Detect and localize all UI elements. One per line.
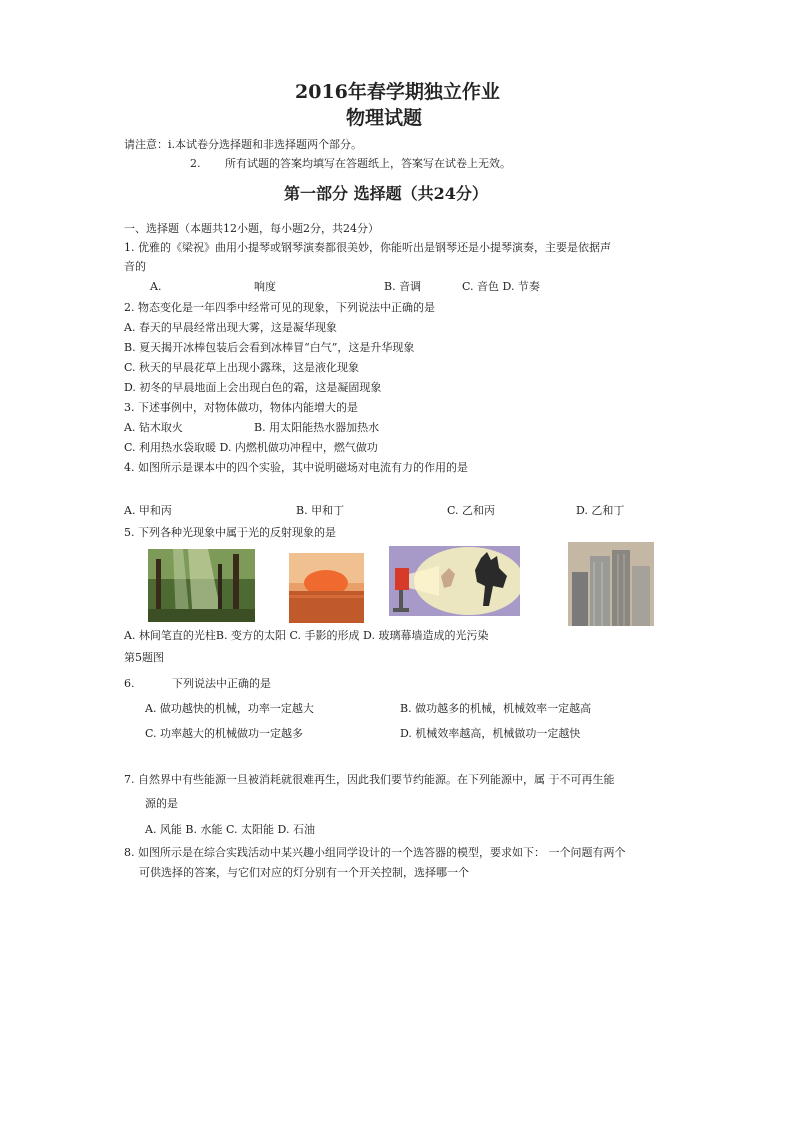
q7-stem-line-1: 7. 自然界中有些能源一旦被消耗就很难再生，因此我们要节约能源。在下列能源中，属 于不可再生能 bbox=[124, 773, 615, 786]
q4-option-c: C. 乙和丙 bbox=[447, 504, 496, 517]
q2-option-b: B. 夏天揭开冰棒包装后会看到冰棒冒“白气”，这是升华现象 bbox=[124, 341, 415, 354]
q1-option-b: B. 音调 bbox=[384, 280, 422, 293]
q1-option-a: 响度 bbox=[254, 280, 276, 293]
q4-stem: 4. 如图所示是课本中的四个实验，其中说明磁场对电流有力的作用的是 bbox=[124, 461, 468, 474]
exam-subtitle: 物理试题 bbox=[346, 107, 423, 129]
q6-option-d: D. 机械效率越高，机械做功一定越快 bbox=[400, 727, 581, 740]
q3-option-b: B. 用太阳能热水器加热水 bbox=[254, 421, 380, 434]
notice-line-2-number: 2. bbox=[190, 157, 201, 170]
q8-stem-line-2: 可供选择的答案，与它们对应的灯分别有一个开关控制，选择哪一个 bbox=[139, 866, 469, 879]
q1-stem-line-1: 1. 优雅的《梁祝》曲用小提琴或钢琴演奏都很美妙，你能听出是钢琴还是小提琴演奏，主要是依据声 bbox=[124, 241, 611, 254]
q6-stem: 下列说法中正确的是 bbox=[172, 677, 271, 690]
q6-option-a: A. 做功越快的机械，功率一定越大 bbox=[145, 702, 314, 715]
notice-line-2: 所有试题的答案均填写在答题纸上，答案写在试卷上无效。 bbox=[225, 157, 511, 170]
q4-option-a: A. 甲和丙 bbox=[124, 504, 172, 517]
sunset-image bbox=[289, 553, 364, 623]
q5-options: A. 林间笔直的光柱B. 变方的太阳 C. 手影的形成 D. 玻璃幕墙造成的光污染 bbox=[124, 629, 489, 642]
q2-option-a: A. 春天的早晨经常出现大雾，这是凝华现象 bbox=[124, 321, 337, 334]
exam-title: 2016年春学期独立作业 bbox=[295, 81, 500, 103]
q6-option-b: B. 做功越多的机械，机械效率一定越高 bbox=[400, 702, 592, 715]
q2-option-c: C. 秋天的早晨花草上出现小露珠，这是液化现象 bbox=[124, 361, 360, 374]
q2-option-d: D. 初冬的早晨地面上会出现白色的霜，这是凝固现象 bbox=[124, 381, 382, 394]
q8-stem-line-1: 8. 如图所示是在综合实践活动中某兴趣小组同学设计的一个选答器的模型，要求如下： 一个问题有两个 bbox=[124, 846, 626, 859]
glass-curtain-wall-image bbox=[568, 542, 654, 626]
q1-stem-line-2: 音的 bbox=[124, 260, 146, 273]
q7-stem-line-2: 源的是 bbox=[145, 797, 178, 810]
part-intro: 一、选择题（本题共12小题，每小题2分，共24分） bbox=[124, 222, 379, 235]
q3-stem: 3. 下述事例中，对物体做功，物体内能增大的是 bbox=[124, 401, 358, 414]
q6-option-c: C. 功率越大的机械做功一定越多 bbox=[145, 727, 304, 740]
q1-option-a-label: A. bbox=[150, 280, 162, 293]
q1-option-cd: C. 音色 D. 节奏 bbox=[462, 280, 540, 293]
q5-stem: 5. 下列各种光现象中属于光的反射现象的是 bbox=[124, 526, 336, 539]
hand-shadow-image bbox=[389, 546, 520, 616]
q6-number: 6. bbox=[124, 677, 135, 690]
q3-option-a: A. 钻木取火 bbox=[124, 421, 183, 434]
section-title: 第一部分 选择题（共24分） bbox=[284, 184, 488, 203]
q7-options: A. 风能 B. 水能 C. 太阳能 D. 石油 bbox=[145, 823, 315, 836]
q3-option-cd: C. 利用热水袋取暖 D. 内燃机做功冲程中，燃气做功 bbox=[124, 441, 378, 454]
forest-light-beams-image bbox=[148, 549, 255, 622]
q5-figure-caption: 第5题图 bbox=[124, 651, 164, 664]
q4-option-d: D. 乙和丁 bbox=[576, 504, 625, 517]
notice-line-1: 请注意：i.本试卷分选择题和非选择题两个部分。 bbox=[124, 138, 363, 151]
q2-stem: 2. 物态变化是一年四季中经常可见的现象，下列说法中正确的是 bbox=[124, 301, 435, 314]
q4-option-b: B. 甲和丁 bbox=[296, 504, 345, 517]
